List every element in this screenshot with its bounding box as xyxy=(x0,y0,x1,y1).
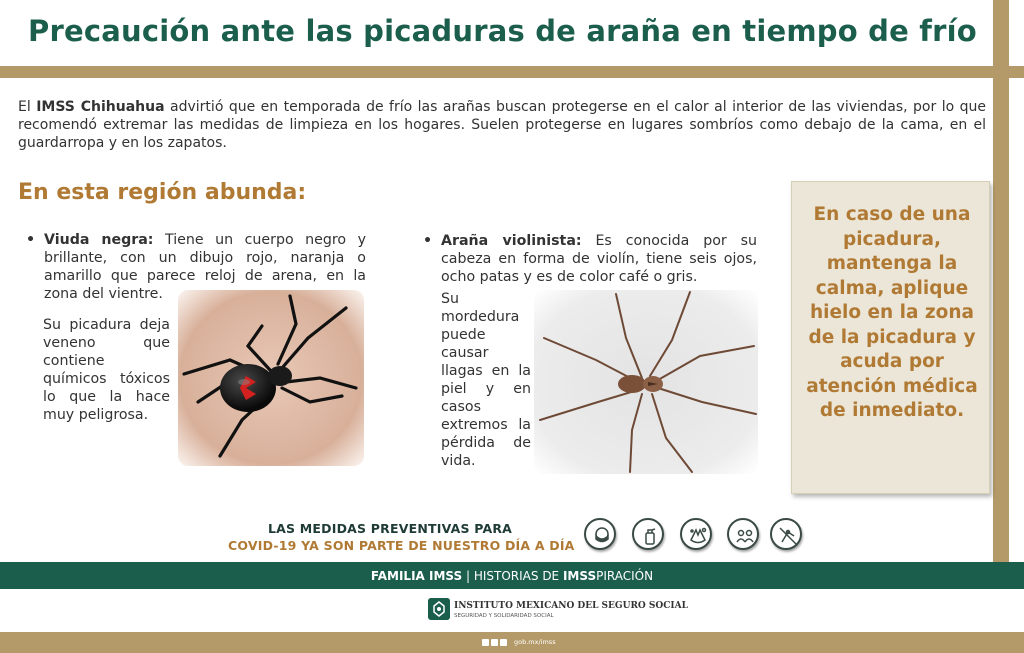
piracion-text: PIRACIÓN xyxy=(596,569,654,583)
imss-logo-icon xyxy=(428,598,450,620)
institution-subtitle: SEGURIDAD Y SOLIDARIDAD SOCIAL xyxy=(454,613,554,619)
prevention-line2: COVID-19 YA SON PARTE DE NUESTRO DÍA A DÍA xyxy=(228,538,575,553)
handwash-icon xyxy=(680,518,712,550)
right-accent-bar xyxy=(993,0,1009,562)
prevention-line1: LAS MEDIDAS PREVENTIVAS PARA xyxy=(268,521,513,536)
bullet-dot: • xyxy=(26,232,36,248)
page-title: Precaución ante las picaduras de araña en tiempo de frío xyxy=(28,14,977,48)
bullet-dot: • xyxy=(423,233,433,249)
callout-box xyxy=(791,181,990,494)
header-divider xyxy=(0,66,1024,78)
face-mask-icon xyxy=(584,518,616,550)
intro-text: advirtió que en temporada de frío las arañas buscan protegerse en el calor al interior de las viviendas, por lo que recomendó extremar las medidas de limpieza en los hogares. Suelen protegerse en lugares sombríos como debajo de la cama, en el guardarropa y en los zapatos. xyxy=(18,99,987,151)
no-touch-icon xyxy=(770,518,802,550)
institution-name: INSTITUTO MEXICANO DEL SEGURO SOCIAL xyxy=(454,601,688,611)
bottom-bar xyxy=(0,632,1024,653)
distancing-icon xyxy=(727,518,759,550)
historias-text: HISTORIAS DE xyxy=(473,569,563,583)
website-link[interactable]: gob.mx/imss xyxy=(514,638,556,646)
brown-recluse-description-cont: Su mordedura puede causar llagas en la piel y en casos extremos la pérdida de vida. xyxy=(441,291,531,469)
brown-recluse-image xyxy=(534,290,758,474)
callout-text: En caso de una picadura, mantenga la calma, aplique hielo en la zona de la picadura y acuda por atención médica de inmediato. xyxy=(806,204,978,421)
black-widow-name: Viuda negra: xyxy=(44,232,154,248)
familia-bold: FAMILIA IMSS xyxy=(370,569,463,583)
bullet-brown-recluse xyxy=(423,232,757,286)
black-widow-image xyxy=(178,290,364,466)
black-widow-description: Tiene un cuerpo negro y brillante, con un dibujo rojo, naranja o amarillo que parece reloj de arena, en la zona del vientre. xyxy=(44,232,366,302)
tagline-separator: | xyxy=(462,569,474,583)
brown-recluse-name: Araña violinista: xyxy=(441,233,582,249)
region-heading: En esta región abunda: xyxy=(18,180,307,205)
sanitizer-icon xyxy=(632,518,664,550)
social-icons xyxy=(482,639,512,647)
familia-imss-tagline xyxy=(0,569,1024,583)
intro-paragraph xyxy=(18,98,986,152)
intro-lead: El xyxy=(18,99,37,115)
imss-bold: IMSS xyxy=(562,569,597,583)
intro-org: IMSS Chihuahua xyxy=(36,99,165,115)
brown-recluse-description: Es conocida por su cabeza en forma de violín, tiene seis ojos, ocho patas y es de color café o gris. xyxy=(441,233,757,285)
black-widow-description-cont: Su picadura deja veneno que contiene químicos tóxicos lo que la hace muy peligrosa. xyxy=(43,317,170,423)
